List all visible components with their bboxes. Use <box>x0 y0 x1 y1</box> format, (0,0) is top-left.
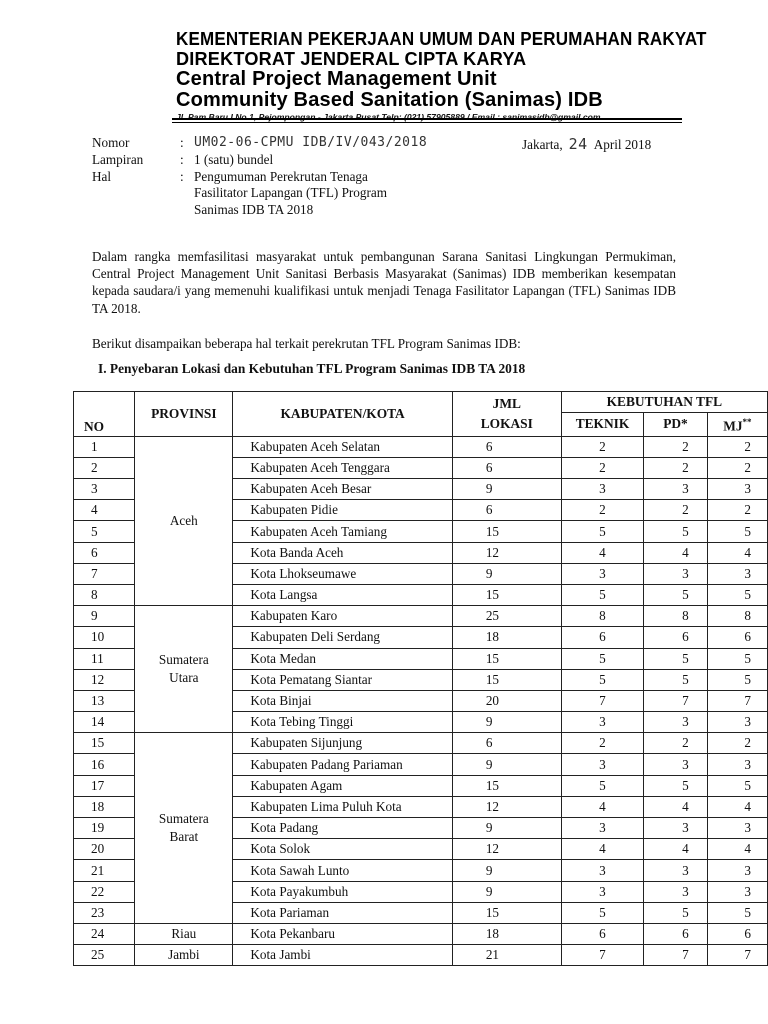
row-pd: 2 <box>644 457 708 478</box>
row-mj: 6 <box>707 627 767 648</box>
letter-meta <box>92 135 427 219</box>
row-no: 25 <box>74 945 135 966</box>
row-jml-lokasi: 6 <box>452 436 561 457</box>
row-kabupaten: Kota Payakumbuh <box>233 881 452 902</box>
row-teknik: 2 <box>561 436 643 457</box>
row-teknik: 3 <box>561 818 643 839</box>
lampiran-label: Lampiran <box>92 151 144 167</box>
row-teknik: 6 <box>561 627 643 648</box>
header-mj <box>707 413 767 436</box>
letterhead-address: Jl. Pam Baru I No.1, Pejompongan - Jakarta Pusat Telp: (021) 57905889 / Email : sanimasidb@gmail.com <box>176 112 601 122</box>
header-pd: PD* <box>644 413 708 436</box>
row-pd: 5 <box>644 902 708 923</box>
hal-value <box>194 169 387 219</box>
row-no: 14 <box>74 712 135 733</box>
header-lokasi: LOKASI <box>480 415 533 431</box>
row-teknik: 3 <box>561 881 643 902</box>
table-header-row <box>74 392 768 413</box>
colon: : <box>180 168 184 184</box>
row-teknik: 5 <box>561 902 643 923</box>
row-teknik: 4 <box>561 542 643 563</box>
row-mj: 3 <box>707 712 767 733</box>
row-no: 8 <box>74 584 135 605</box>
meta-nomor <box>92 135 427 152</box>
row-kabupaten: Kabupaten Aceh Selatan <box>233 436 452 457</box>
row-no: 10 <box>74 627 135 648</box>
meta-hal <box>92 169 427 219</box>
date-city: Jakarta, <box>522 137 563 152</box>
row-mj: 4 <box>707 542 767 563</box>
row-jml-lokasi: 12 <box>452 839 561 860</box>
province-name-line2: Barat <box>169 829 199 845</box>
colon: : <box>180 151 184 167</box>
row-jml-lokasi: 9 <box>452 712 561 733</box>
province-cell <box>135 436 233 606</box>
row-jml-lokasi: 12 <box>452 796 561 817</box>
row-kabupaten: Kota Solok <box>233 839 452 860</box>
row-pd: 6 <box>644 923 708 944</box>
row-pd: 3 <box>644 712 708 733</box>
row-jml-lokasi: 15 <box>452 584 561 605</box>
row-jml-lokasi: 15 <box>452 669 561 690</box>
row-mj: 3 <box>707 860 767 881</box>
row-kabupaten: Kabupaten Aceh Tenggara <box>233 457 452 478</box>
row-jml-lokasi: 9 <box>452 563 561 584</box>
table-row <box>74 733 768 754</box>
row-mj: 2 <box>707 436 767 457</box>
province-cell <box>135 923 233 944</box>
row-no: 13 <box>74 690 135 711</box>
tfl-table <box>73 391 768 966</box>
letterhead <box>176 28 707 122</box>
row-pd: 2 <box>644 733 708 754</box>
row-mj: 3 <box>707 881 767 902</box>
row-no: 1 <box>74 436 135 457</box>
row-mj: 8 <box>707 606 767 627</box>
row-teknik: 3 <box>561 712 643 733</box>
row-mj: 4 <box>707 796 767 817</box>
header-jml: JML <box>492 395 521 411</box>
row-mj: 4 <box>707 839 767 860</box>
row-no: 2 <box>74 457 135 478</box>
row-no: 9 <box>74 606 135 627</box>
row-jml-lokasi: 6 <box>452 500 561 521</box>
province-name: Jambi <box>168 947 200 963</box>
row-pd: 2 <box>644 436 708 457</box>
row-pd: 4 <box>644 839 708 860</box>
row-teknik: 2 <box>561 457 643 478</box>
row-pd: 7 <box>644 690 708 711</box>
row-mj: 7 <box>707 690 767 711</box>
row-pd: 6 <box>644 627 708 648</box>
row-jml-lokasi: 9 <box>452 881 561 902</box>
row-jml-lokasi: 9 <box>452 479 561 500</box>
row-mj: 2 <box>707 500 767 521</box>
row-mj: 2 <box>707 733 767 754</box>
row-no: 3 <box>74 479 135 500</box>
row-kabupaten: Kota Lhokseumawe <box>233 563 452 584</box>
row-kabupaten: Kabupaten Deli Serdang <box>233 627 452 648</box>
row-no: 5 <box>74 521 135 542</box>
paragraph-details: Berikut disampaikan beberapa hal terkait perekrutan TFL Program Sanimas IDB: <box>92 336 521 351</box>
row-pd: 3 <box>644 860 708 881</box>
row-no: 24 <box>74 923 135 944</box>
row-kabupaten: Kota Jambi <box>233 945 452 966</box>
row-pd: 5 <box>644 521 708 542</box>
row-teknik: 4 <box>561 796 643 817</box>
row-teknik: 3 <box>561 754 643 775</box>
row-kabupaten: Kabupaten Karo <box>233 606 452 627</box>
row-kabupaten: Kota Tebing Tinggi <box>233 712 452 733</box>
header-mj-note: ** <box>742 417 752 428</box>
row-jml-lokasi: 15 <box>452 521 561 542</box>
letterhead-program: Community Based Sanitation (Sanimas) IDB <box>176 89 603 111</box>
row-mj: 7 <box>707 945 767 966</box>
province-name: Aceh <box>169 512 198 528</box>
row-teknik: 3 <box>561 479 643 500</box>
row-pd: 2 <box>644 500 708 521</box>
row-kabupaten: Kabupaten Aceh Tamiang <box>233 521 452 542</box>
row-teknik: 2 <box>561 500 643 521</box>
row-pd: 5 <box>644 775 708 796</box>
row-kabupaten: Kota Banda Aceh <box>233 542 452 563</box>
row-teknik: 3 <box>561 563 643 584</box>
row-no: 16 <box>74 754 135 775</box>
row-kabupaten: Kota Pariaman <box>233 902 452 923</box>
hal-line-3: Sanimas IDB TA 2018 <box>194 202 314 218</box>
row-mj: 3 <box>707 563 767 584</box>
letterhead-unit: Central Project Management Unit <box>176 68 497 90</box>
province-name: Riau <box>171 926 197 942</box>
table-row <box>74 923 768 944</box>
header-no: NO <box>74 392 135 437</box>
lampiran-value: 1 (satu) bundel <box>194 151 274 167</box>
table-row <box>74 436 768 457</box>
row-mj: 6 <box>707 923 767 944</box>
hal-line-2: Fasilitator Lapangan (TFL) Program <box>194 185 388 201</box>
row-mj: 3 <box>707 754 767 775</box>
section-title: I. Penyebaran Lokasi dan Kebutuhan TFL Program Sanimas IDB TA 2018 <box>98 361 526 376</box>
row-kabupaten: Kabupaten Pidie <box>233 500 452 521</box>
table-row <box>74 606 768 627</box>
row-pd: 3 <box>644 563 708 584</box>
letterhead-ministry: KEMENTERIAN PEKERJAAN UMUM DAN PERUMAHAN RAKYAT <box>176 28 707 49</box>
row-teknik: 5 <box>561 775 643 796</box>
row-teknik: 5 <box>561 521 643 542</box>
row-mj: 5 <box>707 584 767 605</box>
row-no: 6 <box>74 542 135 563</box>
row-jml-lokasi: 18 <box>452 627 561 648</box>
row-teknik: 6 <box>561 923 643 944</box>
row-teknik: 8 <box>561 606 643 627</box>
meta-lampiran <box>92 152 427 169</box>
row-no: 21 <box>74 860 135 881</box>
row-mj: 5 <box>707 775 767 796</box>
row-teknik: 5 <box>561 584 643 605</box>
row-no: 12 <box>74 669 135 690</box>
table-body <box>74 436 768 966</box>
province-name: Sumatera <box>158 811 209 827</box>
row-pd: 7 <box>644 945 708 966</box>
letterhead-directorate: DIREKTORAT JENDERAL CIPTA KARYA <box>176 47 527 69</box>
province-cell <box>135 733 233 924</box>
header-provinsi: PROVINSI <box>135 392 233 437</box>
row-teknik: 5 <box>561 669 643 690</box>
row-pd: 3 <box>644 754 708 775</box>
row-teknik: 5 <box>561 648 643 669</box>
row-teknik: 3 <box>561 860 643 881</box>
nomor-value: UM02-06-CPMU IDB/IV/043/2018 <box>194 135 428 150</box>
row-no: 18 <box>74 796 135 817</box>
header-kabupaten: KABUPATEN/KOTA <box>233 392 452 437</box>
row-jml-lokasi: 9 <box>452 754 561 775</box>
row-no: 23 <box>74 902 135 923</box>
row-jml-lokasi: 15 <box>452 775 561 796</box>
row-kabupaten: Kabupaten Sijunjung <box>233 733 452 754</box>
row-kabupaten: Kota Medan <box>233 648 452 669</box>
row-kabupaten: Kabupaten Aceh Besar <box>233 479 452 500</box>
row-no: 17 <box>74 775 135 796</box>
row-kabupaten: Kabupaten Padang Pariaman <box>233 754 452 775</box>
row-kabupaten: Kota Padang <box>233 818 452 839</box>
row-mj: 5 <box>707 648 767 669</box>
row-mj: 5 <box>707 521 767 542</box>
letter-date <box>522 135 651 153</box>
header-jml-lokasi <box>452 392 561 437</box>
nomor-label: Nomor <box>92 135 130 150</box>
row-no: 20 <box>74 839 135 860</box>
province-cell <box>135 606 233 733</box>
row-teknik: 7 <box>561 945 643 966</box>
letterhead-divider <box>172 118 682 123</box>
row-mj: 5 <box>707 669 767 690</box>
hal-label: Hal <box>92 168 112 184</box>
province-name: Sumatera <box>158 652 209 668</box>
date-month-year: April 2018 <box>593 137 652 152</box>
row-pd: 4 <box>644 542 708 563</box>
row-kabupaten: Kota Pekanbaru <box>233 923 452 944</box>
row-jml-lokasi: 6 <box>452 457 561 478</box>
row-no: 15 <box>74 733 135 754</box>
row-pd: 5 <box>644 648 708 669</box>
row-teknik: 2 <box>561 733 643 754</box>
paragraph-intro: Dalam rangka memfasilitasi masyarakat untuk pembangunan Sarana Sanitasi Lingkungan Permukiman, Central Project Management Unit Sanitasi Berbasis Masyarakat (Sanimas) IDB memberikan kesempatan kepada saudara/i yang memenuhi kualifikasi untuk menjadi Tenaga Fasilitator Lapangan (TFL) Sanimas IDB TA 2018. <box>92 249 676 316</box>
row-jml-lokasi: 9 <box>452 860 561 881</box>
row-jml-lokasi: 9 <box>452 818 561 839</box>
province-cell <box>135 945 233 966</box>
row-pd: 3 <box>644 479 708 500</box>
row-kabupaten: Kabupaten Lima Puluh Kota <box>233 796 452 817</box>
row-jml-lokasi: 25 <box>452 606 561 627</box>
row-pd: 5 <box>644 669 708 690</box>
row-no: 22 <box>74 881 135 902</box>
row-mj: 5 <box>707 902 767 923</box>
row-jml-lokasi: 6 <box>452 733 561 754</box>
date-day: 24 <box>568 135 588 153</box>
row-jml-lokasi: 12 <box>452 542 561 563</box>
row-jml-lokasi: 20 <box>452 690 561 711</box>
province-name-line2: Utara <box>169 670 199 686</box>
hal-line-1: Pengumuman Perekrutan Tenaga <box>194 168 368 184</box>
header-teknik: TEKNIK <box>561 413 643 436</box>
row-no: 19 <box>74 818 135 839</box>
row-no: 4 <box>74 500 135 521</box>
row-no: 11 <box>74 648 135 669</box>
row-pd: 8 <box>644 606 708 627</box>
row-jml-lokasi: 18 <box>452 923 561 944</box>
row-kabupaten: Kota Sawah Lunto <box>233 860 452 881</box>
row-jml-lokasi: 21 <box>452 945 561 966</box>
row-teknik: 4 <box>561 839 643 860</box>
row-mj: 2 <box>707 457 767 478</box>
row-pd: 3 <box>644 818 708 839</box>
row-pd: 4 <box>644 796 708 817</box>
table-row <box>74 945 768 966</box>
header-kebutuhan: KEBUTUHAN TFL <box>561 392 767 413</box>
row-kabupaten: Kabupaten Agam <box>233 775 452 796</box>
colon: : <box>180 135 184 150</box>
row-teknik: 7 <box>561 690 643 711</box>
row-jml-lokasi: 15 <box>452 902 561 923</box>
row-pd: 3 <box>644 881 708 902</box>
row-kabupaten: Kota Pematang Siantar <box>233 669 452 690</box>
row-jml-lokasi: 15 <box>452 648 561 669</box>
row-no: 7 <box>74 563 135 584</box>
row-mj: 3 <box>707 479 767 500</box>
row-pd: 5 <box>644 584 708 605</box>
row-kabupaten: Kota Binjai <box>233 690 452 711</box>
row-mj: 3 <box>707 818 767 839</box>
header-mj-label: MJ <box>723 418 743 434</box>
row-kabupaten: Kota Langsa <box>233 584 452 605</box>
